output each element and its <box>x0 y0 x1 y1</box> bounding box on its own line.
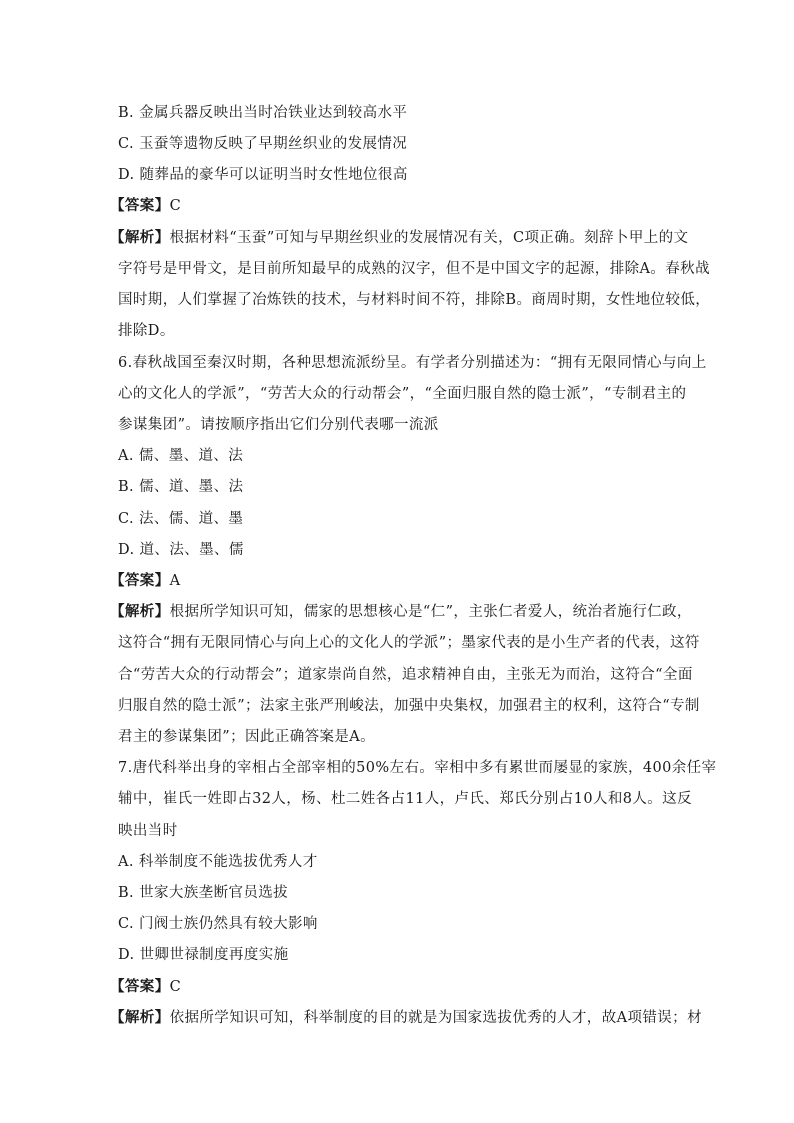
q5-analysis-line-1 <box>110 228 688 248</box>
q5-analysis-line-2: 字符号是甲骨文，是目前所知最早的成熟的汉字，但不是中国文字的起源，排除A。春秋战 <box>118 261 710 277</box>
q7-option-a: A. 科举制度不能选拔优秀人才 <box>118 854 318 870</box>
answer-value: C <box>169 979 182 995</box>
q6-analysis-line-1 <box>110 602 692 622</box>
q7-option-b: B. 世家大族垄断官员选拔 <box>118 885 289 901</box>
q6-stem-line-3: 参谋集团”。请按顺序指出它们分别代表哪一流派 <box>118 417 439 433</box>
q7-stem-line-3: 映出当时 <box>118 823 178 839</box>
analysis-text: 依据所学知识可知，科举制度的目的就是为国家选拔优秀的人才，故A项错误；材 <box>169 1010 702 1026</box>
q5-analysis-line-4: 排除D。 <box>118 323 175 339</box>
q7-option-d: D. 世卿世禄制度再度实施 <box>118 947 289 963</box>
q6-analysis-line-4: 归服自然的隐士派”；法家主张严刑峻法，加强中央集权，加强君主的权利，这符合“专制 <box>118 698 700 714</box>
q6-stem-line-2: 心的文化人的学派”，“劳苦大众的行动帮会”，“全面归服自然的隐士派”，“专制君主的 <box>118 386 687 402</box>
answer-label: 【答案】 <box>110 197 170 214</box>
q6-analysis-line-5: 君主的参谋集团”；因此正确答案是A。 <box>118 729 376 745</box>
q6-option-a: A. 儒、墨、道、法 <box>118 448 244 464</box>
q7-stem-line-1: 7.唐代科举出身的宰相占全部宰相的50%左右。宰相中多有累世而屡显的家族，400余任宰 <box>118 760 717 776</box>
answer-label: 【答案】 <box>110 978 170 995</box>
q6-option-b: B. 儒、道、墨、法 <box>118 479 244 495</box>
analysis-label: 【解析】 <box>110 229 170 246</box>
q6-analysis-line-3: 合“劳苦大众的行动帮会”；道家崇尚自然，追求精神自由，主张无为而治，这符合“全面 <box>118 667 693 683</box>
analysis-text: 根据所学知识可知，儒家的思想核心是“仁”，主张仁者爱人，统治者施行仁政， <box>169 604 692 620</box>
q7-answer <box>110 977 181 997</box>
q6-analysis-line-2: 这符合“拥有无限同情心与向上心的文化人的学派”；墨家代表的是小生产者的代表，这符 <box>118 635 700 651</box>
q5-option-c: C. 玉蚕等遗物反映了早期丝织业的发展情况 <box>118 136 408 152</box>
q5-analysis-line-3: 国时期，人们掌握了冶炼铁的技术，与材料时间不符，排除B。商周时期，女性地位较低， <box>118 292 711 308</box>
q7-stem-line-2: 辅中，崔氏一姓即占32人，杨、杜二姓各占11人，卢氏、郑氏分别占10人和8人。这反 <box>118 791 692 807</box>
q7-analysis-line-1 <box>110 1008 702 1028</box>
analysis-label: 【解析】 <box>110 603 170 620</box>
q6-answer <box>110 571 180 591</box>
q5-answer <box>110 196 181 216</box>
answer-label: 【答案】 <box>110 572 170 589</box>
answer-value: A <box>169 573 181 589</box>
analysis-label: 【解析】 <box>110 1009 170 1026</box>
q5-option-d: D. 随葬品的豪华可以证明当时女性地位很高 <box>118 167 408 183</box>
q6-stem-line-1: 6.春秋战国至秦汉时期，各种思想流派纷呈。有学者分别描述为：“拥有无限同情心与向上 <box>118 355 707 371</box>
analysis-text: 根据材料“玉蚕”可知与早期丝织业的发展情况有关，C项正确。刻辞卜甲上的文 <box>169 230 689 246</box>
q6-option-d: D. 道、法、墨、儒 <box>118 542 244 558</box>
q5-option-b: B. 金属兵器反映出当时冶铁业达到较高水平 <box>118 105 408 121</box>
q6-option-c: C. 法、儒、道、墨 <box>118 511 244 527</box>
answer-value: C <box>169 198 182 214</box>
q7-option-c: C. 门阀士族仍然具有较大影响 <box>118 916 318 932</box>
